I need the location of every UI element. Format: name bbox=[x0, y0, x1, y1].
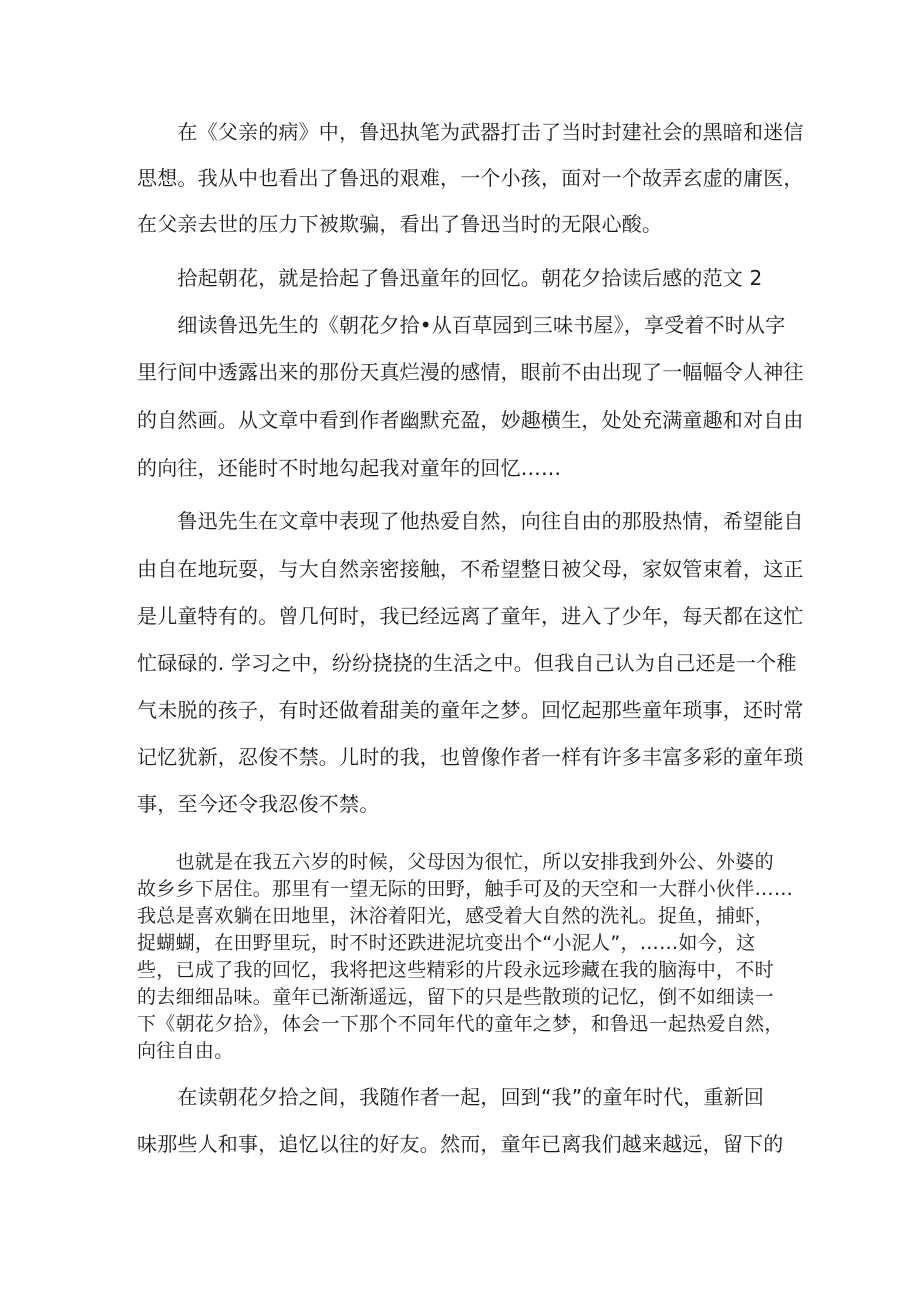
paragraph-5-line-6: 的去细细品味。童年已渐渐遥远，留下的只是些散琐的记忆，倒不如细读一 bbox=[137, 986, 774, 1008]
paragraph-1-line-2: 思想。我从中也看出了鲁迅的艰难，一个小孩，面对一个故弄玄虚的庸医， bbox=[137, 166, 804, 190]
paragraph-4-line-2: 由自在地玩耍，与大自然亲密接触，不希望整日被父母，家奴管束着，这正 bbox=[137, 557, 804, 581]
paragraph-3-line-4: 的向往，还能时不时地勾起我对童年的回忆…… bbox=[137, 456, 562, 480]
paragraph-5-line-3: 我总是喜欢躺在田地里，沐浴着阳光，感受着大自然的洗礼。捉鱼，捕虾， bbox=[137, 905, 774, 927]
paragraph-4-line-4: 忙碌碌的. 学习之中，纷纷挠挠的生活之中。但我自己认为自己还是一个稚 bbox=[137, 651, 797, 675]
paragraph-1-line-1: 在《父亲的病》中，鲁迅执笔为武器打击了当时封建社会的黑暗和迷信 bbox=[137, 120, 804, 144]
paragraph-5-line-1: 也就是在我五六岁的时候，父母因为很忙，所以安排我到外公、外婆的 bbox=[137, 851, 774, 873]
paragraph-4-line-6: 记忆犹新，忍俊不禁。儿时的我，也曾像作者一样有许多丰富多彩的童年琐 bbox=[137, 745, 804, 769]
paragraph-5-line-4: 捉蝴蝴，在田野里玩，时不时还跌进泥坑变出个“小泥人”，……如今，这 bbox=[137, 932, 756, 954]
paragraph-4-line-3: 是儿童特有的。曾几何时，我已经远离了童年，进入了少年，每天都在这忙 bbox=[137, 604, 804, 628]
paragraph-3-line-3: 的自然画。从文章中看到作者幽默充盈，妙趣横生，处处充满童趣和对自由 bbox=[137, 408, 804, 432]
paragraph-5-line-5: 些，已成了我的回忆，我将把这些精彩的片段永远珍藏在我的脑海中，不时 bbox=[137, 959, 774, 981]
paragraph-4-line-5: 气未脱的孩子，有时还做着甜美的童年之梦。回忆起那些童年琐事，还时常 bbox=[137, 698, 804, 722]
paragraph-1-line-3: 在父亲去世的压力下被欺骗，看出了鲁迅当时的无限心酸。 bbox=[137, 212, 663, 236]
paragraph-6-line-2: 味那些人和事，追忆以往的好友。然而，童年已离我们越来越远，留下的 bbox=[137, 1132, 784, 1156]
paragraph-3-line-1: 细读鲁迅先生的《朝花夕拾•从百草园到三味书屋》，享受着不时从字 bbox=[137, 313, 786, 337]
paragraph-5-line-8: 向往自由。 bbox=[137, 1040, 234, 1062]
paragraph-5-line-7: 下《朝花夕拾》，体会一下那个不同年代的童年之梦，和鲁迅一起热爱自然， bbox=[137, 1013, 784, 1035]
paragraph-4-line-7: 事，至今还令我忍俊不禁。 bbox=[137, 792, 380, 816]
paragraph-5-line-2: 故乡乡下居住。那里有一望无际的田野，触手可及的天空和一大群小伙伴…… bbox=[137, 878, 794, 900]
paragraph-4-line-1: 鲁迅先生在文章中表现了他热爱自然，向往自由的那股热情，希望能自 bbox=[137, 509, 804, 533]
paragraph-6-line-1: 在读朝花夕拾之间，我随作者一起，回到“我”的童年时代，重新回 bbox=[137, 1085, 765, 1109]
paragraph-3-line-2: 里行间中透露出来的那份天真烂漫的感情，眼前不由出现了一幅幅令人神往 bbox=[137, 360, 804, 384]
paragraph-2-line-1: 拾起朝花，就是拾起了鲁迅童年的回忆。朝花夕拾读后感的范文 2 bbox=[137, 266, 763, 290]
